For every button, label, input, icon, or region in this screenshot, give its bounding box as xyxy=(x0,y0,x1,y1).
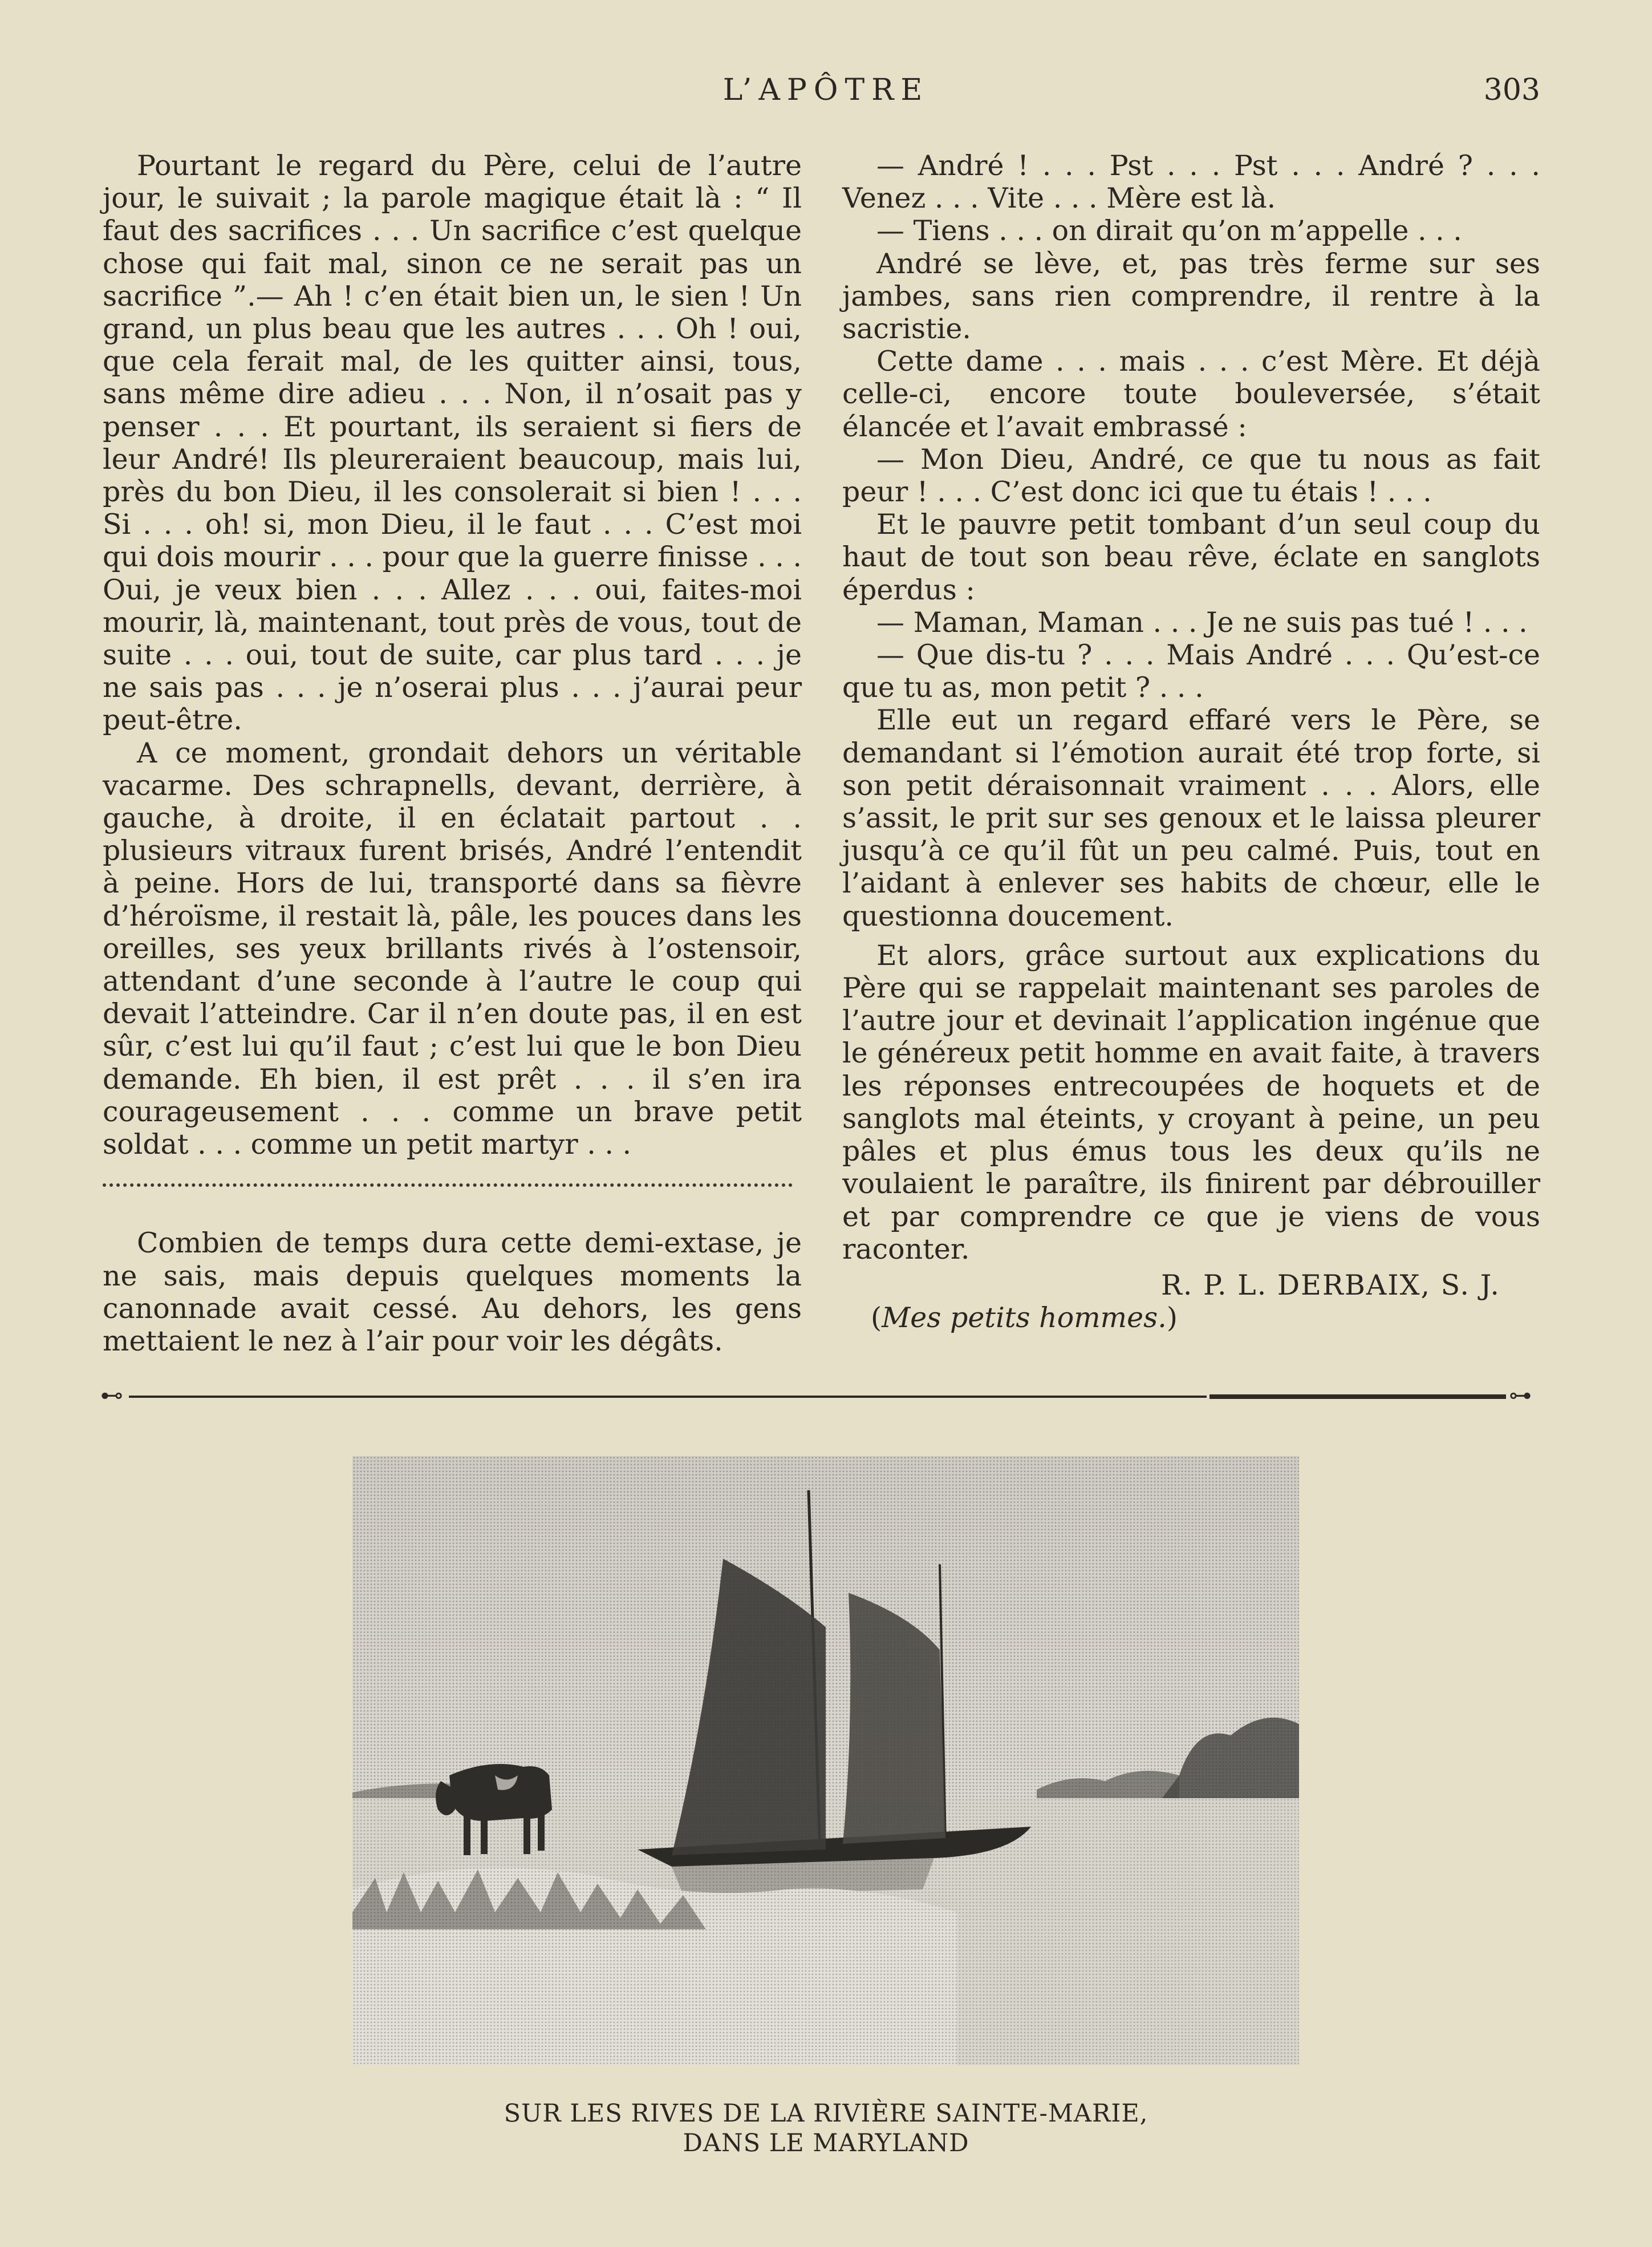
paragraph: — Maman, Maman . . . Je ne suis pas tué ! . . . xyxy=(876,606,1528,639)
cow-leg xyxy=(523,1814,530,1854)
page-number: 303 xyxy=(1483,73,1540,107)
ornament-left-icon: ⊷ xyxy=(100,1382,123,1409)
sailboat-illustration xyxy=(352,1456,1299,2065)
cow-leg xyxy=(464,1815,470,1855)
separator-line-thin xyxy=(129,1396,1207,1398)
paragraph: André se lève, et, pas très ferme sur ses jambes, sans rien comprendre, il rentre à la sacristie. xyxy=(842,247,1540,346)
paragraph: — André ! . . . Pst . . . Pst . . . André ? . . . Venez . . . Vite . . . Mère est là. xyxy=(842,149,1540,215)
caption-line: DANS LE MARYLAND xyxy=(683,2129,969,2157)
cow-leg xyxy=(481,1816,488,1854)
source-citation: (Mes petits hommes.) xyxy=(871,1301,1178,1335)
running-title: L’APÔTRE xyxy=(723,73,929,107)
paragraph: Pourtant le regard du Père, celui de l’autre jour, le suivait ; la parole magique était là : “ Il faut des sacrifices . . . Un sacrifice c’est quelque chose qui fait mal, sinon ce ne serait pas un sacrifice ”.— Ah ! c’en était bien un, le sien ! Un grand, un plus beau que les autres . . . Oh ! oui, que cela ferait mal, de les quitter ainsi, tous, sans même dire adieu . . . Non, il n’osait pas y penser . . . Et pourtant, ils seraient si fiers de leur André! Ils pleureraient beaucoup, mais lui, près du bon Dieu, il les consolerait si bien ! . . . Si . . . oh! si, mon Dieu, il le faut . . . C’est moi qui dois mourir . . . pour que la guerre finisse . . . Oui, je veux bien . . . Allez . . . oui, faites-moi mourir, là, maintenant, tout près de vous, tout de suite . . . oui, tout de suite, car plus tard . . . je ne sais pas . . . je n’oserai plus . . . j’aurai peur peut-être. xyxy=(103,149,802,737)
left-column xyxy=(103,149,802,1357)
cow-body xyxy=(449,1764,552,1821)
paragraph: Combien de temps dura cette demi-extase, je ne sais, mais depuis quelques moments la canonnade avait cessé. Au dehors, les gens mettaient le nez à l’air pour voir les dégâts. xyxy=(103,1227,802,1357)
source-title: Mes petits hommes. xyxy=(882,1301,1167,1335)
figure-caption xyxy=(0,2099,1652,2158)
caption-line: SUR LES RIVES DE LA RIVIÈRE SAINTE-MARIE, xyxy=(504,2099,1148,2128)
dotted-rule xyxy=(103,1183,793,1187)
ornament-right-icon: ⊶ xyxy=(1509,1382,1532,1409)
paragraph: Et le pauvre petit tombant d’un seul coup du haut de tout son beau rêve, éclate en sanglots éperdus : xyxy=(842,508,1540,606)
paragraph: A ce moment, grondait dehors un véritable vacarme. Des schrapnells, devant, derrière, à gauche, à droite, il en éclatait partout . . plusieurs vitraux furent brisés, André l’entendit à peine. Hors de lui, transporté dans sa fièvre d’héroïsme, il restait là, pâle, les pouces dans les oreilles, ses yeux brillants rivés à l’ostensoir, attendant d’une seconde à l’autre le coup qui devait l’atteindre. Car il n’en doute pas, il en est sûr, c’est lui qu’il faut ; c’est lui que le bon Dieu demande. Eh bien, il est prêt . . . il s’en ira courageusement . . . comme un brave petit soldat . . . comme un petit martyr . . . xyxy=(103,736,802,1161)
paragraph: Et alors, grâce surtout aux explications du Père qui se rappelait maintenant ses paroles de l’autre jour et devinait l’application ingénue que le généreux petit homme en avait faite, à travers les réponses entrecoupées de hoquets et de sanglots mal éteints, y croyant à peine, un peu pâles et plus émus tous les deux qu’ils ne voulaient le paraître, ils finirent par débrouiller et par comprendre ce que je viens de vous raconter. xyxy=(842,939,1540,1266)
paragraph: — Tiens . . . on dirait qu’on m’appelle . . . xyxy=(876,214,1462,248)
section-separator xyxy=(100,1382,1542,1409)
paragraph: — Mon Dieu, André, ce que tu nous as fait peur ! . . . C’est donc ici que tu étais ! . . . xyxy=(842,443,1540,509)
paragraph: Cette dame . . . mais . . . c’est Mère. Et déjà celle-ci, encore toute bouleversée, s’était élancée et l’avait embrassé : xyxy=(842,345,1540,443)
sailboat-photo xyxy=(352,1456,1299,2065)
paragraph: — Que dis-tu ? . . . Mais André . . . Qu’est-ce que tu as, mon petit ? . . . xyxy=(842,639,1540,704)
author-signature: R. P. L. DERBAIX, S. J. xyxy=(1160,1268,1500,1301)
right-column xyxy=(842,149,1540,1334)
page-header xyxy=(0,68,1652,114)
separator-line-thick xyxy=(1209,1394,1506,1399)
paragraph: Elle eut un regard effaré vers le Père, se demandant si l’émotion aurait été trop forte, si son petit déraisonnait vraiment . . . Alors, elle s’assit, le prit sur ses genoux et le laissa pleurer jusqu’à ce qu’il fût un peu calmé. Puis, tout en l’aidant à enlever ses habits de chœur, elle le questionna doucement. xyxy=(842,704,1540,932)
cow-leg xyxy=(538,1810,545,1851)
